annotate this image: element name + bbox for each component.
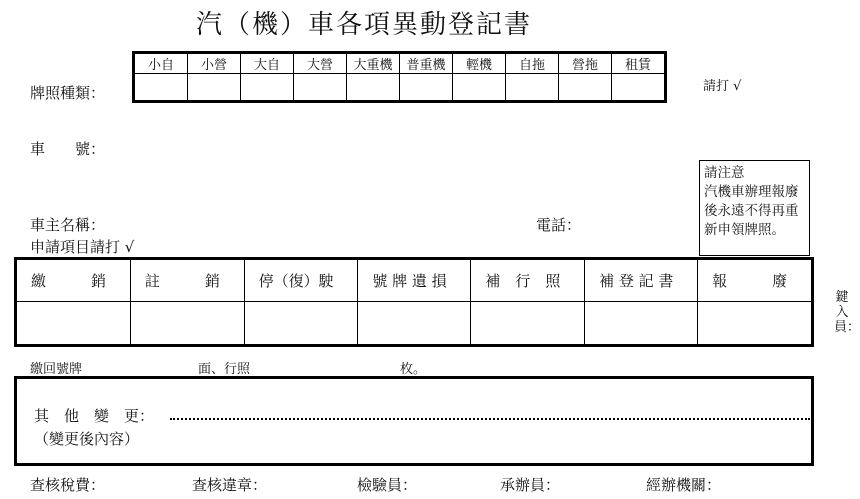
car-number-label: 車 號：: [30, 140, 106, 158]
item-checkbox[interactable]: [244, 302, 358, 346]
item-header-cell: [358, 259, 471, 302]
plate-type-checkbox[interactable]: [400, 74, 453, 102]
plate-type-checkbox[interactable]: [241, 74, 294, 102]
plate-type-checkbox[interactable]: [453, 74, 506, 102]
other-change-input-line[interactable]: [170, 418, 810, 420]
item-header: 繳 銷: [31, 272, 107, 290]
notice-line: 新申領牌照。: [704, 222, 785, 238]
return-plate-prefix: 繳回號牌: [30, 362, 83, 377]
notice-line: 請注意: [704, 165, 745, 181]
application-items-table: [14, 257, 814, 347]
item-checkbox[interactable]: [130, 302, 244, 346]
plate-type-checkbox[interactable]: [347, 74, 400, 102]
plate-type-checkbox[interactable]: [612, 74, 666, 102]
plate-type-header: 大營: [294, 53, 347, 74]
plate-type-header: 自拖: [506, 53, 559, 74]
check-hint: 請打 √: [703, 79, 742, 94]
item-header: 報 廢: [712, 272, 788, 290]
apply-items-label: 申請項目請打 √: [30, 238, 135, 256]
phone-label: 電話：: [536, 216, 582, 234]
notice-box: [699, 160, 810, 256]
return-plate-suffix: 枚。: [400, 362, 427, 377]
form-title: 汽（機）車各項異動登記書: [196, 10, 533, 40]
plate-type-header: 大自: [241, 53, 294, 74]
plate-type-header: 輕機: [453, 53, 506, 74]
plate-type-check-row: [134, 74, 666, 102]
item-checkbox[interactable]: [698, 302, 813, 346]
other-change-sublabel: （變更後內容）: [34, 430, 140, 448]
other-change-label: 其 他 變 更：: [34, 407, 155, 425]
plate-type-checkbox[interactable]: [294, 74, 347, 102]
keyer-label: 鍵入員：: [834, 290, 860, 335]
item-checkbox[interactable]: [16, 302, 131, 346]
notice-line: 汽機車辦理報廢: [704, 184, 799, 200]
plate-type-label: 牌照種類：: [30, 84, 106, 102]
footer-violation-check: 查核違章：: [192, 476, 268, 494]
item-header-cell: [585, 259, 698, 302]
footer-inspector: 檢驗員：: [357, 476, 418, 494]
item-header: 號 牌 遺 損: [372, 272, 447, 290]
plate-type-checkbox[interactable]: [506, 74, 559, 102]
plate-type-header: 小自: [134, 53, 188, 74]
item-checkbox[interactable]: [585, 302, 698, 346]
item-header-cell: [130, 259, 244, 302]
plate-type-header-row: [134, 53, 666, 74]
items-header-row: [16, 259, 813, 302]
items-check-row: [16, 302, 813, 346]
plate-type-header: 大重機: [347, 53, 400, 74]
item-header-cell: [244, 259, 358, 302]
item-header-cell: [16, 259, 131, 302]
footer-handler: 承辦員：: [500, 476, 561, 494]
item-checkbox[interactable]: [358, 302, 471, 346]
plate-type-header: 小營: [188, 53, 241, 74]
plate-type-header: 普重機: [400, 53, 453, 74]
footer-tax-check: 查核稅費：: [30, 476, 106, 494]
notice-line: 後永遠不得再重: [704, 203, 799, 219]
item-header: 補 行 照: [485, 272, 561, 290]
plate-type-checkbox[interactable]: [559, 74, 612, 102]
item-header-cell: [698, 259, 813, 302]
plate-type-checkbox[interactable]: [134, 74, 188, 102]
plate-type-checkbox[interactable]: [188, 74, 241, 102]
item-header: 註 銷: [144, 272, 220, 290]
item-header-cell: [471, 259, 585, 302]
plate-type-table: [132, 51, 667, 103]
plate-type-header: 租賃: [612, 53, 666, 74]
plate-type-header: 營拖: [559, 53, 612, 74]
owner-name-label: 車主名稱：: [30, 216, 106, 234]
item-header: 補 登 記 書: [599, 272, 674, 290]
item-header: 停（復）駛: [258, 272, 334, 290]
item-checkbox[interactable]: [471, 302, 585, 346]
return-plate-middle: 面、行照: [198, 362, 251, 377]
footer-agency: 經辦機關：: [646, 476, 722, 494]
